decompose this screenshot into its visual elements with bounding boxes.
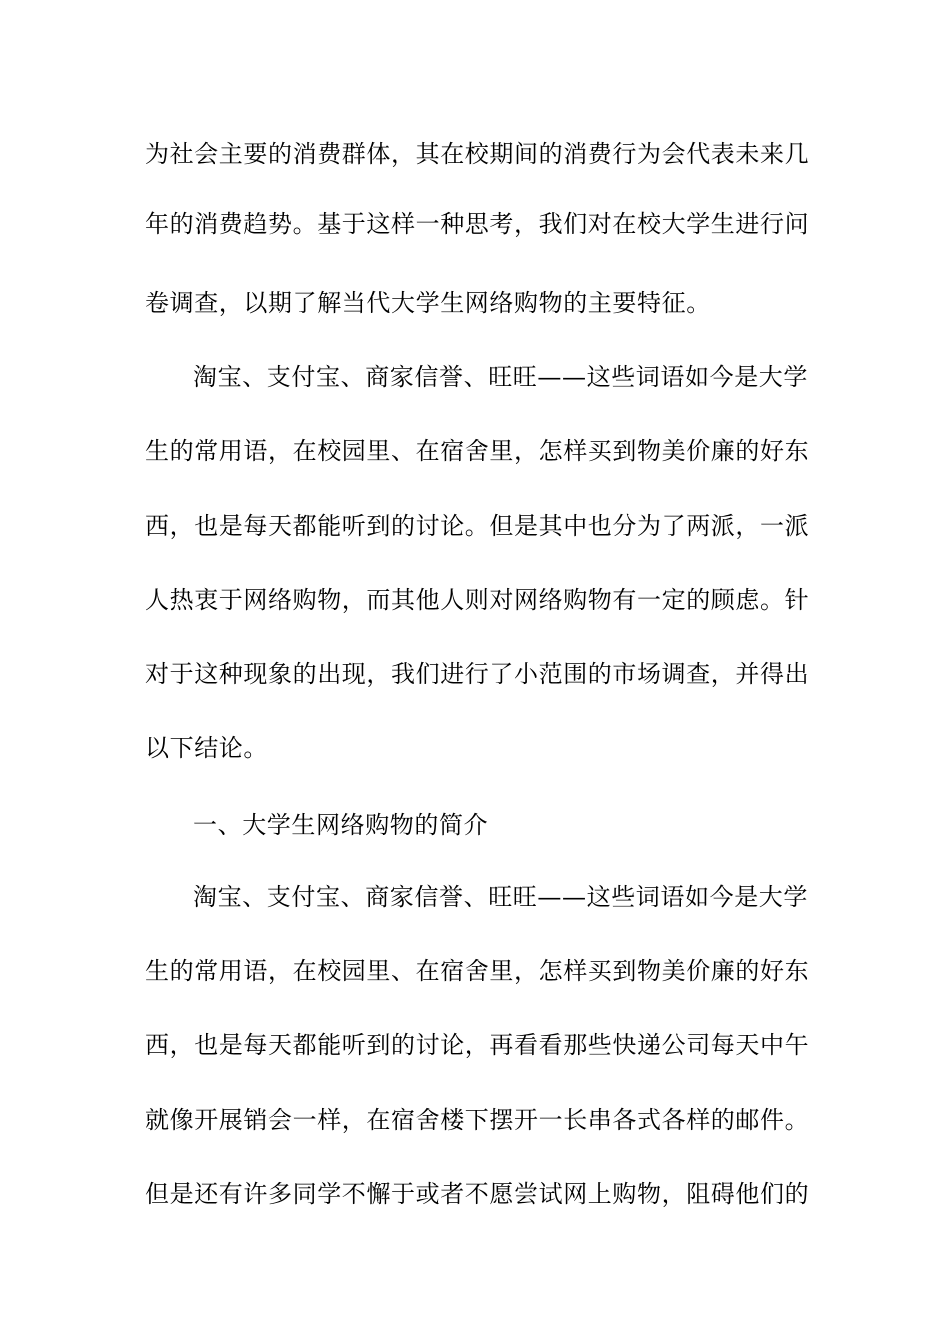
body-text-line: 生的常用语，在校园里、在宿舍里，怎样买到物美价廉的好东 [145,437,810,465]
paragraph-first-line: 淘宝、支付宝、商家信誉、旺旺——这些词语如今是大学 [193,883,808,911]
body-text-line: 但是还有许多同学不懈于或者不愿尝试网上购物，阻碍他们的 [145,1180,810,1208]
body-text-line: 西，也是每天都能听到的讨论，再看看那些快递公司每天中午 [145,1031,810,1059]
body-text-line: 年的消费趋势。基于这样一种思考，我们对在校大学生进行问 [145,210,810,238]
body-text-line: 对于这种现象的出现，我们进行了小范围的市场调查，并得出 [145,660,810,688]
body-text-line: 卷调查，以期了解当代大学生网络购物的主要特征。 [145,289,711,317]
body-text-line: 为社会主要的消费群体，其在校期间的消费行为会代表未来几 [145,140,810,168]
body-text-line: 生的常用语，在校园里、在宿舍里，怎样买到物美价廉的好东 [145,957,810,985]
body-text-line: 以下结论。 [145,734,268,762]
section-heading: 一、大学生网络购物的简介 [193,811,489,839]
body-text-line: 就像开展销会一样，在宿舍楼下摆开一长串各式各样的邮件。 [145,1106,810,1134]
body-text-line: 西，也是每天都能听到的讨论。但是其中也分为了两派，一派 [145,512,810,540]
paragraph-first-line: 淘宝、支付宝、商家信誉、旺旺——这些词语如今是大学 [193,363,808,391]
body-text-line: 人热衷于网络购物，而其他人则对网络购物有一定的顾虑。针 [145,586,810,614]
